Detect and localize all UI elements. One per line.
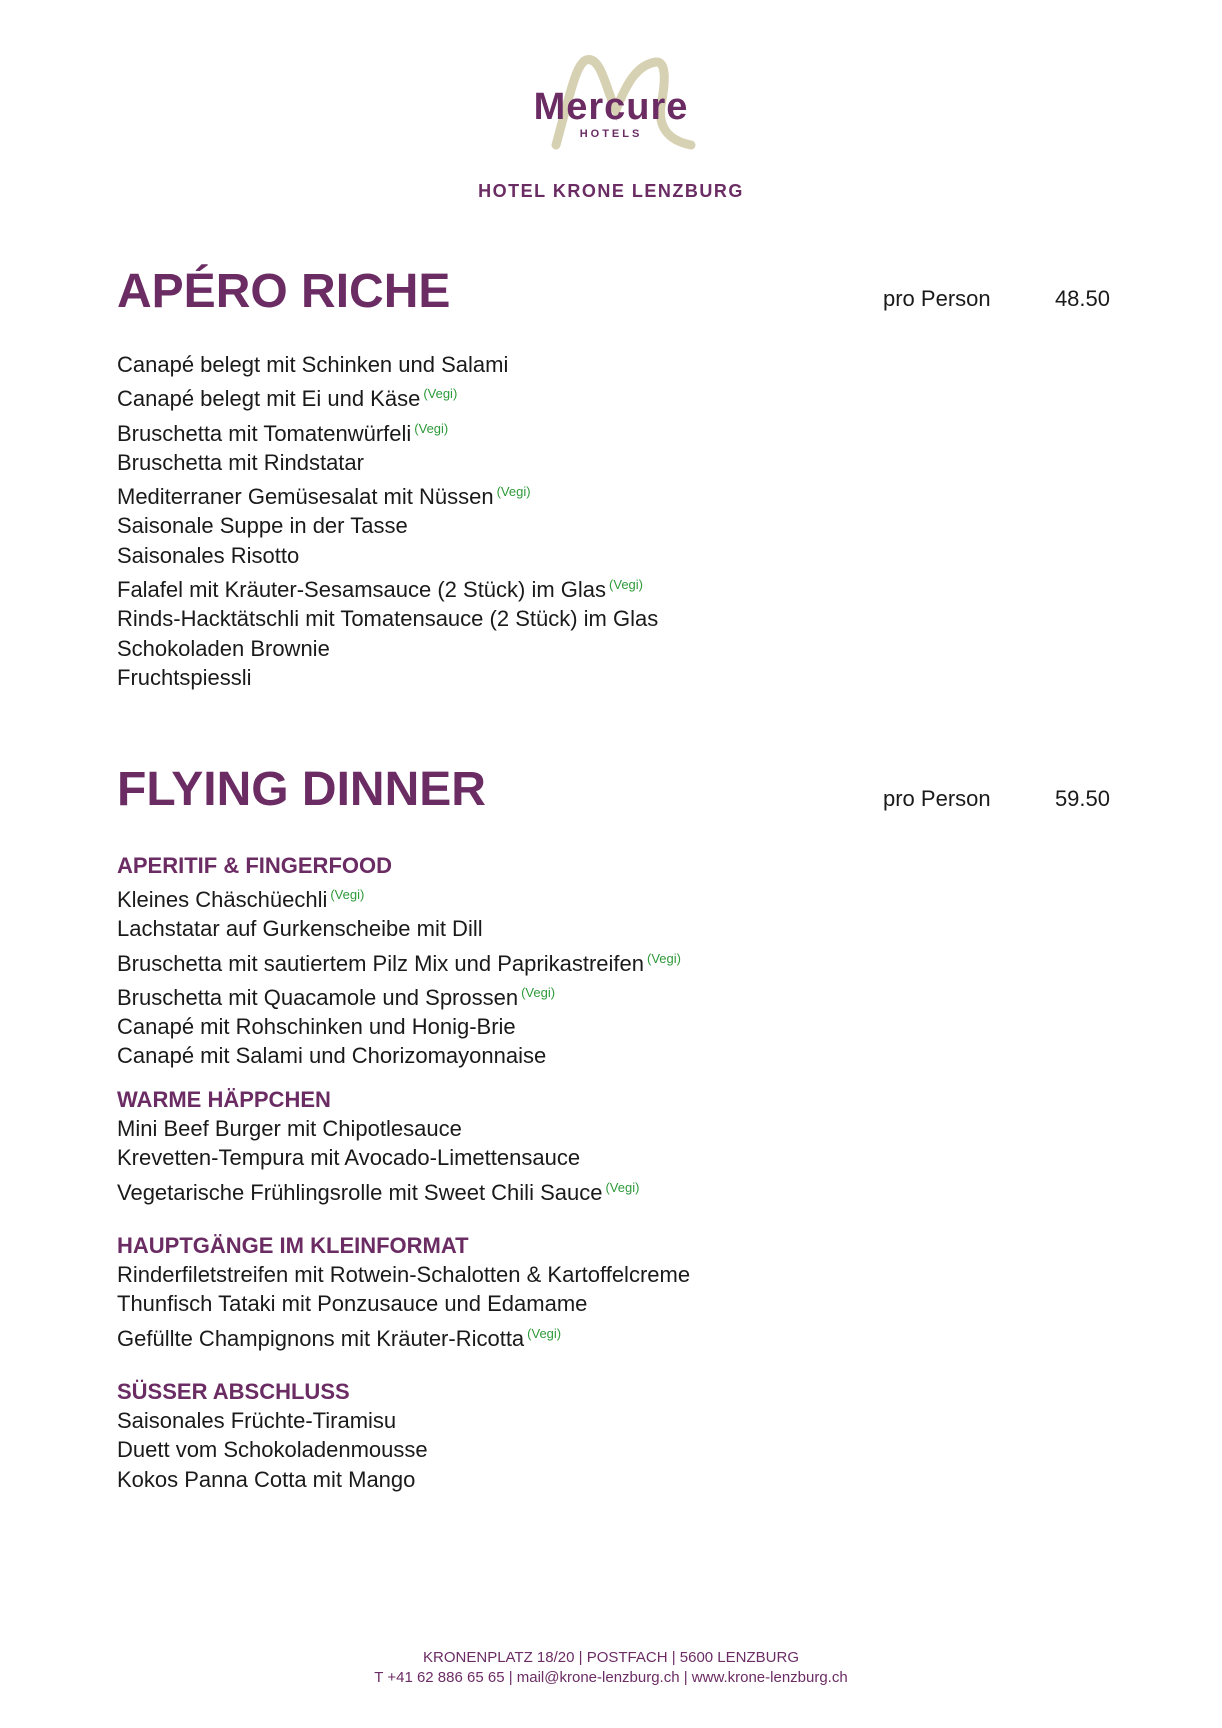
menu-item-name: Gefüllte Champignons mit Kräuter-Ricotta: [117, 1325, 525, 1351]
menu-item-name: Kleines Chäschüechli: [117, 887, 328, 912]
menu-item: [117, 604, 658, 633]
menu-item: [117, 1406, 428, 1435]
vegi-tag: (Vegi): [605, 1179, 640, 1195]
menu-item-name: Bruschetta mit Rindstatar: [117, 449, 364, 475]
menu-item: [117, 634, 658, 663]
vegi-tag: (Vegi): [414, 420, 449, 436]
menu-item-name: Thunfisch Tataki mit Ponzusauce und Edamame: [117, 1291, 588, 1317]
group-list-hauptgaenge: [117, 1260, 690, 1353]
hotel-name: HOTEL KRONE LENZBURG: [478, 181, 744, 201]
menu-item: [117, 914, 681, 943]
menu-item: [117, 1173, 639, 1207]
footer-address: KRONENPLATZ 18/20 | POSTFACH | 5600 LENZBURG: [423, 1649, 799, 1666]
menu-item-name: Canapé belegt mit Ei und Käse: [117, 386, 421, 412]
menu-item: [117, 1319, 690, 1353]
menu-item: [117, 1289, 690, 1318]
apero-menu-list: [117, 350, 658, 692]
menu-item: [117, 1260, 690, 1289]
menu-item: [117, 350, 658, 379]
menu-item: [117, 1143, 639, 1172]
vegi-tag: (Vegi): [646, 950, 681, 966]
group-list-warme: [117, 1114, 639, 1207]
menu-item-name: Bruschetta mit Tomatenwürfeli: [117, 420, 412, 446]
menu-item-name: Saisonales Früchte-Tiramisu: [117, 1408, 397, 1433]
menu-item: [117, 1041, 681, 1070]
menu-item-name: Saisonale Suppe in der Tasse: [117, 513, 408, 539]
menu-item: [117, 1435, 428, 1464]
vegi-tag: (Vegi): [330, 887, 365, 902]
vegi-tag: (Vegi): [423, 386, 458, 402]
vegi-tag: (Vegi): [609, 577, 644, 593]
menu-item: [117, 978, 681, 1012]
menu-item-name: Fruchtspiessli: [117, 664, 252, 690]
brand-subtitle: HOTELS: [579, 128, 643, 140]
footer-contact: T +41 62 886 65 65 | mail@krone-lenzburg.ch | www.krone-lenzburg.ch: [374, 1669, 848, 1686]
flying-price: 59.50: [1054, 786, 1110, 811]
vegi-tag: (Vegi): [521, 984, 556, 1000]
menu-item: [117, 1114, 639, 1143]
vegi-tag: (Vegi): [527, 1325, 562, 1341]
apero-price-label: pro Person: [883, 286, 991, 311]
menu-item-name: Schokoladen Brownie: [117, 635, 330, 661]
menu-item-name: Mediterraner Gemüsesalat mit Nüssen: [117, 484, 494, 510]
menu-item-name: Duett vom Schokoladenmousse: [117, 1437, 428, 1463]
group-list-aperitif: [117, 880, 681, 1071]
menu-item: [117, 477, 658, 511]
menu-item-name: Bruschetta mit Quacamole und Sprossen: [117, 984, 519, 1010]
menu-item: [117, 1465, 428, 1494]
menu-item-name: Vegetarische Frühlingsrolle mit Sweet Chili Sauce: [117, 1179, 603, 1205]
menu-item-name: Krevetten-Tempura mit Avocado-Limettensauce: [117, 1145, 581, 1171]
group-heading-aperitif: APERITIF & FINGERFOOD: [117, 853, 392, 878]
brand-name: Mercure: [533, 86, 689, 128]
menu-item: [117, 663, 658, 692]
menu-item: [117, 379, 658, 413]
menu-item-name: Kokos Panna Cotta mit Mango: [117, 1466, 416, 1492]
menu-item: [117, 944, 681, 978]
section-title-flying-dinner: FLYING DINNER: [117, 763, 486, 816]
menu-item-name: Bruschetta mit sautiertem Pilz Mix und Paprikastreifen: [117, 950, 644, 976]
flying-price-label: pro Person: [883, 786, 991, 811]
menu-item-name: Lachstatar auf Gurkenscheibe mit Dill: [117, 916, 483, 942]
menu-item: [117, 414, 658, 448]
menu-item: [117, 511, 658, 540]
group-list-suesser: [117, 1406, 428, 1494]
menu-item: [117, 448, 658, 477]
menu-item: [117, 880, 681, 914]
menu-item-name: Canapé mit Rohschinken und Honig-Brie: [117, 1014, 516, 1040]
apero-price: 48.50: [1054, 286, 1110, 311]
group-heading-warme: WARME HÄPPCHEN: [117, 1087, 331, 1112]
menu-item-name: Falafel mit Kräuter-Sesamsauce (2 Stück) im Glas: [117, 577, 607, 603]
menu-item: [117, 570, 658, 604]
group-heading-suesser: SÜSSER ABSCHLUSS: [117, 1379, 350, 1404]
menu-item-name: Rinds-Hacktätschli mit Tomatensauce (2 Stück) im Glas: [117, 606, 659, 632]
menu-item-name: Canapé belegt mit Schinken und Salami: [117, 352, 509, 377]
vegi-tag: (Vegi): [496, 484, 531, 500]
menu-item-name: Canapé mit Salami und Chorizomayonnaise: [117, 1043, 547, 1069]
group-heading-hauptgaenge: HAUPTGÄNGE IM KLEINFORMAT: [117, 1233, 469, 1258]
menu-item-name: Rinderfiletstreifen mit Rotwein-Schalotten & Kartoffelcreme: [117, 1262, 691, 1287]
menu-item: [117, 541, 658, 570]
menu-item: [117, 1012, 681, 1041]
section-title-apero: APÉRO RICHE: [117, 265, 451, 318]
menu-item-name: Saisonales Risotto: [117, 542, 300, 568]
menu-item-name: Mini Beef Burger mit Chipotlesauce: [117, 1116, 462, 1141]
